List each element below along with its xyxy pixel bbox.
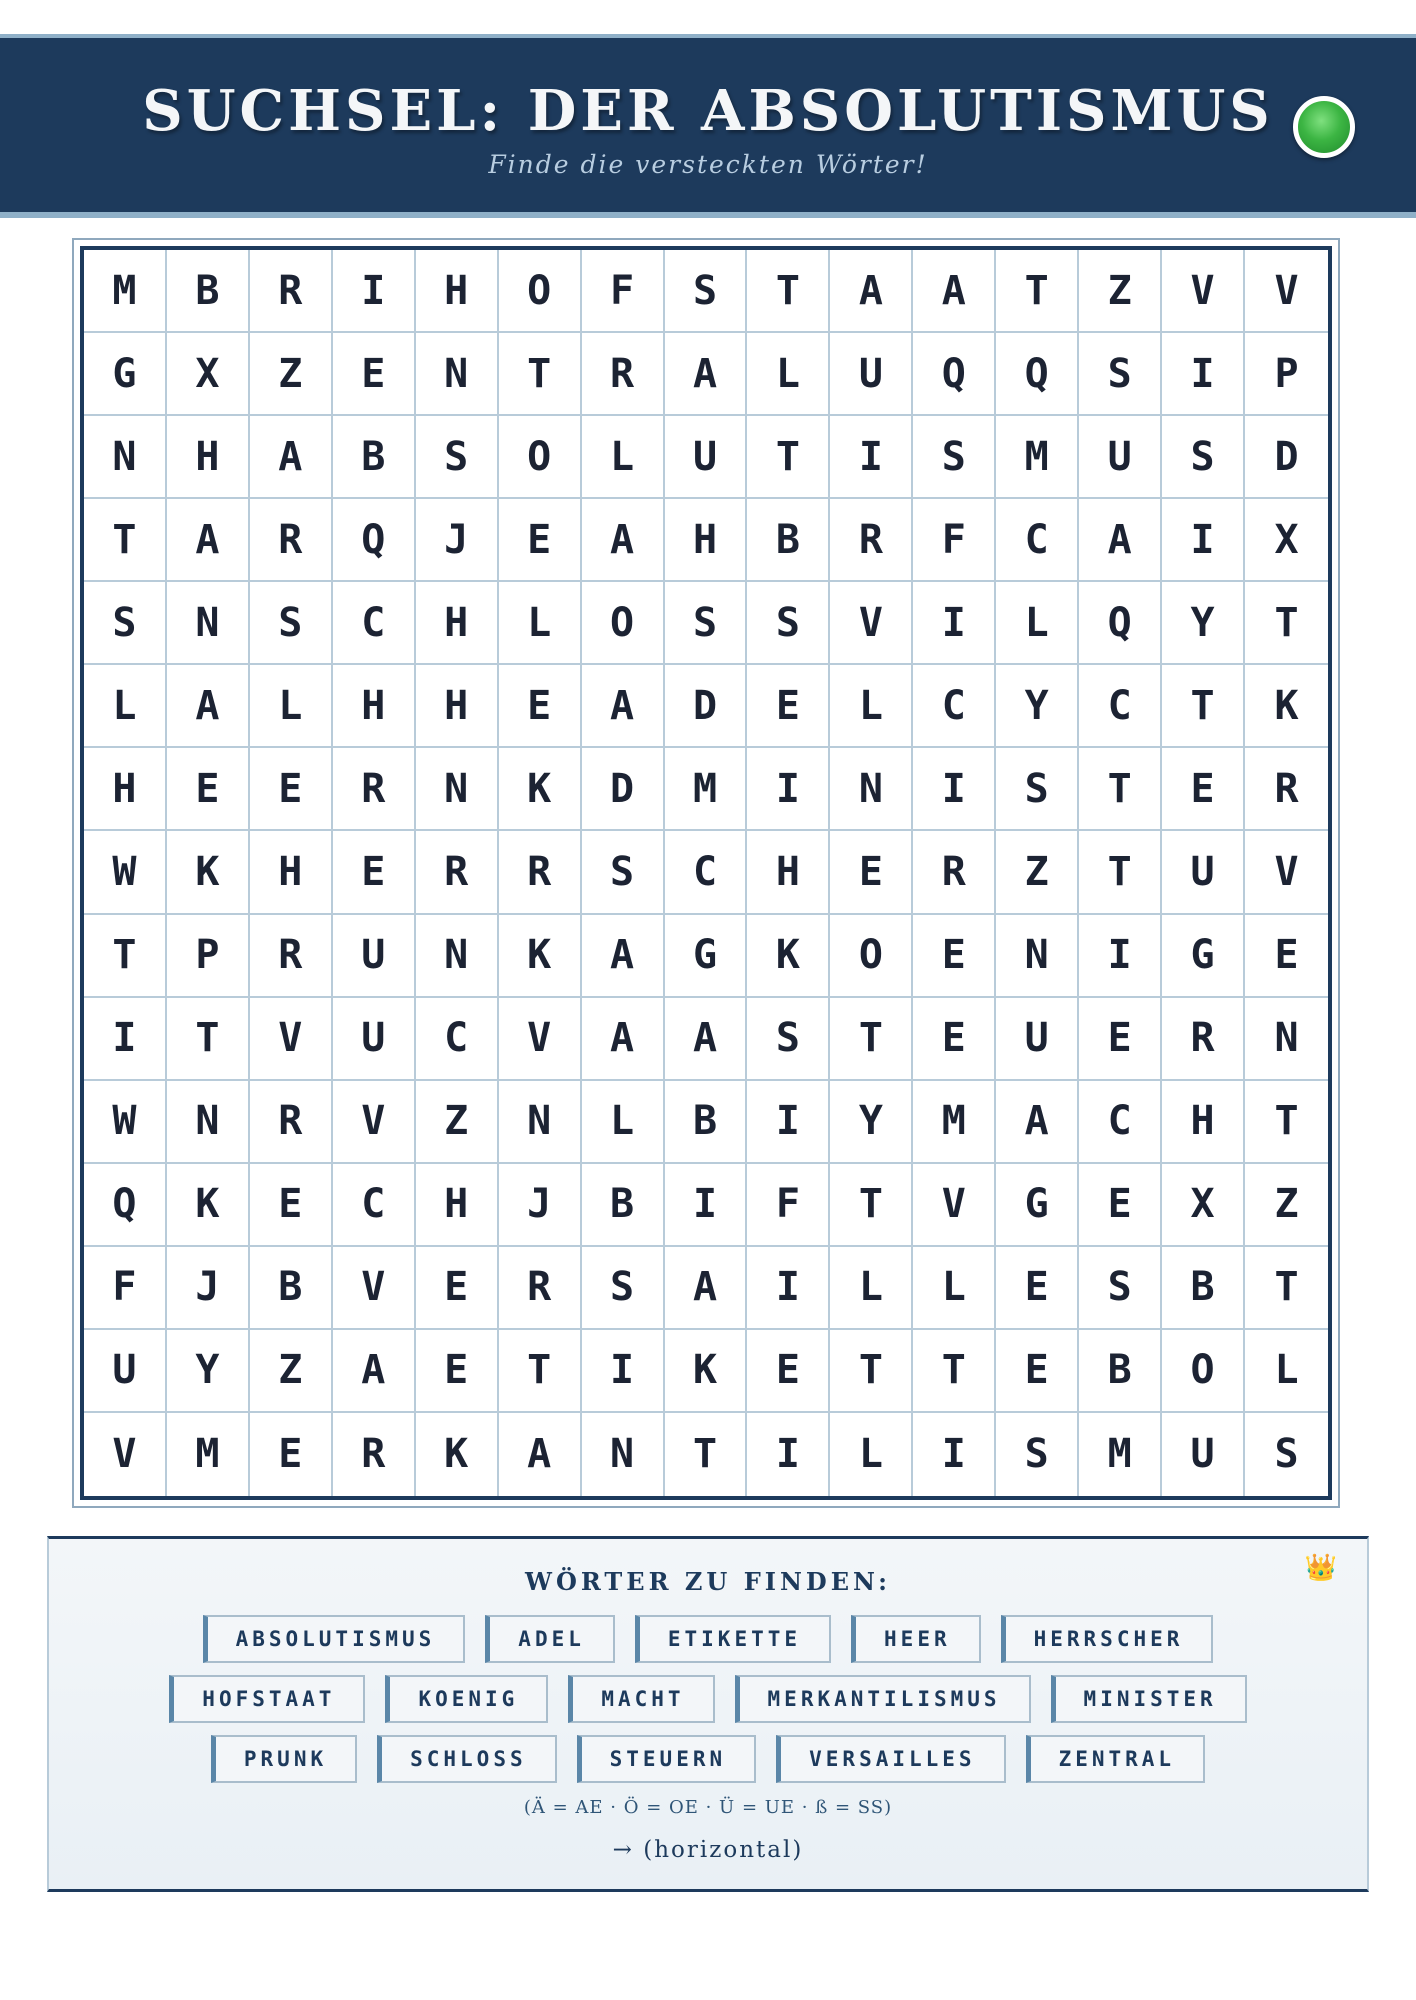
grid-cell[interactable]: Q xyxy=(913,333,996,416)
grid-cell[interactable]: A xyxy=(333,1330,416,1413)
grid-cell[interactable]: A xyxy=(1079,499,1162,582)
grid-cell[interactable]: E xyxy=(830,831,913,914)
grid-cell[interactable]: G xyxy=(996,1164,1079,1247)
grid-cell[interactable]: N xyxy=(84,416,167,499)
grid-cell[interactable]: Y xyxy=(167,1330,250,1413)
grid-cell[interactable]: R xyxy=(582,333,665,416)
grid-cell[interactable]: U xyxy=(333,915,416,998)
grid-cell[interactable]: S xyxy=(913,416,996,499)
word-chip: MINISTER xyxy=(1051,1675,1247,1723)
direction-hint: → (horizontal) xyxy=(612,1837,804,1863)
grid-cell[interactable]: Z xyxy=(1245,1164,1328,1247)
grid-cell[interactable]: T xyxy=(830,1164,913,1247)
grid-cell[interactable]: N xyxy=(416,915,499,998)
grid-cell[interactable]: G xyxy=(1162,915,1245,998)
grid-cell[interactable]: H xyxy=(250,831,333,914)
word-list-panel xyxy=(47,1536,1369,1892)
grid-cell[interactable]: W xyxy=(84,831,167,914)
grid-cell[interactable]: G xyxy=(665,915,748,998)
grid-cell[interactable]: S xyxy=(582,1247,665,1330)
grid-cell[interactable]: L xyxy=(499,582,582,665)
word-chip: HEER xyxy=(851,1615,981,1663)
grid-cell[interactable]: E xyxy=(333,831,416,914)
grid-cell[interactable]: A xyxy=(167,499,250,582)
grid-cell[interactable]: M xyxy=(665,748,748,831)
grid-cell[interactable]: G xyxy=(84,333,167,416)
grid-cell[interactable]: E xyxy=(747,1330,830,1413)
grid-cell[interactable]: I xyxy=(747,1247,830,1330)
grid-cell[interactable]: E xyxy=(499,499,582,582)
grid-cell[interactable]: M xyxy=(913,1081,996,1164)
grid-cell[interactable]: S xyxy=(582,831,665,914)
grid-cell[interactable]: J xyxy=(499,1164,582,1247)
grid-cell[interactable]: Q xyxy=(996,333,1079,416)
grid-cell[interactable]: R xyxy=(499,1247,582,1330)
grid-cell[interactable]: V xyxy=(1162,250,1245,333)
grid-cell[interactable]: V xyxy=(84,1413,167,1496)
grid-cell[interactable]: T xyxy=(830,1330,913,1413)
grid-cell[interactable]: N xyxy=(167,1081,250,1164)
grid-cell[interactable]: K xyxy=(499,915,582,998)
grid-cell[interactable]: B xyxy=(1162,1247,1245,1330)
grid-cell[interactable]: Q xyxy=(1079,582,1162,665)
grid-cell[interactable]: T xyxy=(747,250,830,333)
grid-cell[interactable]: H xyxy=(416,1164,499,1247)
grid-cell[interactable]: E xyxy=(1079,998,1162,1081)
grid-cell[interactable]: R xyxy=(250,915,333,998)
grid-cell[interactable]: L xyxy=(913,1247,996,1330)
grid-cell[interactable]: E xyxy=(996,1247,1079,1330)
grid-cell[interactable]: N xyxy=(1245,998,1328,1081)
grid-cell[interactable]: A xyxy=(167,665,250,748)
page-subtitle: Finde die versteckten Wörter! xyxy=(488,150,928,179)
grid-cell[interactable]: B xyxy=(582,1164,665,1247)
grid-cell[interactable]: I xyxy=(84,998,167,1081)
grid-cell[interactable]: M xyxy=(84,250,167,333)
grid-cell[interactable]: M xyxy=(167,1413,250,1496)
grid-cell[interactable]: Y xyxy=(996,665,1079,748)
grid-cell[interactable]: L xyxy=(996,582,1079,665)
grid-cell[interactable]: S xyxy=(747,998,830,1081)
grid-cell[interactable]: C xyxy=(996,499,1079,582)
grid-cell[interactable]: N xyxy=(830,748,913,831)
grid-cell[interactable]: T xyxy=(1079,831,1162,914)
word-chip: MERKANTILISMUS xyxy=(735,1675,1031,1723)
grid-cell[interactable]: L xyxy=(1245,1330,1328,1413)
grid-cell[interactable]: V xyxy=(913,1164,996,1247)
grid-cell[interactable]: X xyxy=(1162,1164,1245,1247)
grid-cell[interactable]: O xyxy=(499,250,582,333)
grid-cell[interactable]: N xyxy=(996,915,1079,998)
grid-cell[interactable]: O xyxy=(1162,1330,1245,1413)
umlaut-note: (Ä = AE · Ö = OE · Ü = UE · ß = SS) xyxy=(523,1797,893,1818)
grid-cell[interactable]: C xyxy=(1079,1081,1162,1164)
grid-cell[interactable]: P xyxy=(167,915,250,998)
word-chip: PRUNK xyxy=(211,1735,357,1783)
grid-cell[interactable]: L xyxy=(830,1413,913,1496)
word-chip: MACHT xyxy=(568,1675,714,1723)
grid-cell[interactable]: K xyxy=(1245,665,1328,748)
grid-cell[interactable]: T xyxy=(1245,1081,1328,1164)
grid-cell[interactable]: L xyxy=(747,333,830,416)
grid-cell[interactable]: A xyxy=(250,416,333,499)
grid-cell[interactable]: T xyxy=(167,998,250,1081)
grid-cell[interactable]: E xyxy=(499,665,582,748)
grid-cell[interactable]: E xyxy=(1162,748,1245,831)
header-banner xyxy=(0,34,1416,218)
grid-cell[interactable]: A xyxy=(665,1247,748,1330)
grid-cell[interactable]: A xyxy=(582,499,665,582)
word-chip: ABSOLUTISMUS xyxy=(203,1615,466,1663)
grid-cell[interactable]: I xyxy=(830,416,913,499)
grid-cell[interactable]: E xyxy=(996,1330,1079,1413)
grid-cell[interactable]: R xyxy=(830,499,913,582)
grid-cell[interactable]: V xyxy=(250,998,333,1081)
word-chip: ZENTRAL xyxy=(1026,1735,1206,1783)
grid-cell[interactable]: B xyxy=(747,499,830,582)
grid-cell[interactable]: J xyxy=(167,1247,250,1330)
grid-cell[interactable]: U xyxy=(1079,416,1162,499)
grid-cell[interactable]: I xyxy=(665,1164,748,1247)
grid-cell[interactable]: M xyxy=(1079,1413,1162,1496)
grid-cell[interactable]: N xyxy=(416,748,499,831)
grid-cell[interactable]: D xyxy=(1245,416,1328,499)
grid-cell[interactable]: R xyxy=(499,831,582,914)
grid-cell[interactable]: C xyxy=(913,665,996,748)
grid-cell[interactable]: K xyxy=(167,831,250,914)
word-chip: KOENIG xyxy=(385,1675,548,1723)
grid-cell[interactable]: R xyxy=(250,1081,333,1164)
grid-cell[interactable]: C xyxy=(416,998,499,1081)
grid-cell[interactable]: H xyxy=(333,665,416,748)
grid-cell[interactable]: E xyxy=(416,1247,499,1330)
grid-cell[interactable]: E xyxy=(250,1164,333,1247)
grid-cell[interactable]: N xyxy=(499,1081,582,1164)
grid-cell[interactable]: N xyxy=(416,333,499,416)
grid-cell[interactable]: U xyxy=(830,333,913,416)
grid-cell[interactable]: R xyxy=(913,831,996,914)
grid-cell[interactable]: E xyxy=(250,748,333,831)
grid-cell[interactable]: H xyxy=(84,748,167,831)
grid-cell[interactable]: Z xyxy=(416,1081,499,1164)
grid-cell[interactable]: W xyxy=(84,1081,167,1164)
grid-cell[interactable]: K xyxy=(416,1413,499,1496)
word-chip: VERSAILLES xyxy=(776,1735,1005,1783)
grid-cell[interactable]: I xyxy=(747,748,830,831)
grid-cell[interactable]: C xyxy=(333,1164,416,1247)
word-chip: STEUERN xyxy=(577,1735,757,1783)
grid-cell[interactable]: I xyxy=(1162,499,1245,582)
grid-cell[interactable]: N xyxy=(582,1413,665,1496)
grid-cell[interactable]: K xyxy=(747,915,830,998)
word-chip: ADEL xyxy=(485,1615,615,1663)
grid-cell[interactable]: U xyxy=(665,416,748,499)
grid-cell[interactable]: R xyxy=(333,748,416,831)
grid-cell[interactable]: T xyxy=(1079,748,1162,831)
grid-cell[interactable]: A xyxy=(582,915,665,998)
grid-cell[interactable]: H xyxy=(416,665,499,748)
grid-cell[interactable]: R xyxy=(250,499,333,582)
grid-cell[interactable]: T xyxy=(499,333,582,416)
grid-cell[interactable]: V xyxy=(333,1247,416,1330)
grid-cell[interactable]: U xyxy=(1162,831,1245,914)
grid-cell[interactable]: T xyxy=(1162,665,1245,748)
grid-cell[interactable]: B xyxy=(1079,1330,1162,1413)
grid-cell[interactable]: L xyxy=(582,1081,665,1164)
grid-cell[interactable]: B xyxy=(250,1247,333,1330)
grid-cell[interactable]: R xyxy=(250,250,333,333)
word-list-title: WÖRTER ZU FINDEN: xyxy=(525,1567,891,1596)
page-title: SUCHSEL: DER ABSOLUTISMUS xyxy=(142,78,1274,144)
grid-cell[interactable]: F xyxy=(913,499,996,582)
grid-cell[interactable]: S xyxy=(996,748,1079,831)
grid-cell[interactable]: H xyxy=(416,582,499,665)
grid-cell[interactable]: X xyxy=(167,333,250,416)
grid-cell[interactable]: R xyxy=(333,1413,416,1496)
grid-cell[interactable]: S xyxy=(84,582,167,665)
grid-cell[interactable]: N xyxy=(167,582,250,665)
status-dot-icon xyxy=(1293,96,1355,158)
grid-cell[interactable]: O xyxy=(830,915,913,998)
word-chip: HERRSCHER xyxy=(1001,1615,1214,1663)
letter-grid xyxy=(80,246,1332,1500)
grid-cell[interactable]: H xyxy=(416,250,499,333)
grid-cell[interactable]: A xyxy=(830,250,913,333)
grid-cell[interactable]: A xyxy=(913,250,996,333)
grid-cell[interactable]: J xyxy=(416,499,499,582)
grid-cell[interactable]: V xyxy=(830,582,913,665)
grid-cell[interactable]: E xyxy=(1245,915,1328,998)
grid-cell[interactable]: E xyxy=(913,915,996,998)
grid-cell[interactable]: E xyxy=(1079,1164,1162,1247)
word-chip: ETIKETTE xyxy=(635,1615,831,1663)
grid-cell[interactable]: T xyxy=(84,499,167,582)
grid-cell[interactable]: A xyxy=(582,998,665,1081)
grid-cell[interactable]: X xyxy=(1245,499,1328,582)
grid-cell[interactable]: F xyxy=(582,250,665,333)
grid-cell[interactable]: Z xyxy=(250,333,333,416)
grid-cell[interactable]: H xyxy=(1162,1081,1245,1164)
grid-cell[interactable]: A xyxy=(665,998,748,1081)
grid-cell[interactable]: F xyxy=(747,1164,830,1247)
grid-cell[interactable]: B xyxy=(167,250,250,333)
grid-cell[interactable]: L xyxy=(84,665,167,748)
grid-cell[interactable]: T xyxy=(996,250,1079,333)
grid-cell[interactable]: L xyxy=(582,416,665,499)
grid-cell[interactable]: S xyxy=(665,582,748,665)
grid-cell[interactable]: T xyxy=(747,416,830,499)
grid-cell[interactable]: S xyxy=(1079,1247,1162,1330)
grid-cell[interactable]: D xyxy=(665,665,748,748)
grid-cell[interactable]: I xyxy=(913,582,996,665)
grid-cell[interactable]: Y xyxy=(830,1081,913,1164)
grid-cell[interactable]: I xyxy=(1162,333,1245,416)
grid-cell[interactable]: K xyxy=(167,1164,250,1247)
grid-cell[interactable]: B xyxy=(333,416,416,499)
grid-cell[interactable]: C xyxy=(1079,665,1162,748)
grid-cell[interactable]: I xyxy=(1079,915,1162,998)
grid-cell[interactable]: V xyxy=(1245,250,1328,333)
word-row xyxy=(49,1615,1367,1663)
grid-cell[interactable]: R xyxy=(1162,998,1245,1081)
grid-cell[interactable]: U xyxy=(84,1330,167,1413)
grid-cell[interactable]: T xyxy=(499,1330,582,1413)
grid-cell[interactable]: I xyxy=(333,250,416,333)
grid-cell[interactable]: A xyxy=(665,333,748,416)
grid-cell[interactable]: F xyxy=(84,1247,167,1330)
grid-cell[interactable]: L xyxy=(830,665,913,748)
grid-cell[interactable]: M xyxy=(996,416,1079,499)
grid-cell[interactable]: T xyxy=(830,998,913,1081)
grid-cell[interactable]: E xyxy=(416,1330,499,1413)
grid-cell[interactable]: E xyxy=(250,1413,333,1496)
grid-cell[interactable]: T xyxy=(1245,1247,1328,1330)
grid-cell[interactable]: U xyxy=(996,998,1079,1081)
grid-cell[interactable]: R xyxy=(1245,748,1328,831)
grid-cell[interactable]: L xyxy=(830,1247,913,1330)
word-chip: SCHLOSS xyxy=(377,1735,557,1783)
grid-cell[interactable]: L xyxy=(250,665,333,748)
grid-cell[interactable]: Z xyxy=(996,831,1079,914)
grid-cell[interactable]: S xyxy=(747,582,830,665)
grid-cell[interactable]: I xyxy=(747,1413,830,1496)
grid-cell[interactable]: K xyxy=(499,748,582,831)
grid-cell[interactable]: U xyxy=(1162,1413,1245,1496)
grid-cell[interactable]: P xyxy=(1245,333,1328,416)
grid-cell[interactable]: O xyxy=(582,582,665,665)
grid-cell[interactable]: E xyxy=(167,748,250,831)
grid-cell[interactable]: Q xyxy=(84,1164,167,1247)
grid-cell[interactable]: E xyxy=(913,998,996,1081)
grid-cell[interactable]: Q xyxy=(333,499,416,582)
word-row xyxy=(49,1675,1367,1723)
grid-cell[interactable]: I xyxy=(747,1081,830,1164)
grid-cell[interactable]: H xyxy=(747,831,830,914)
grid-cell[interactable]: S xyxy=(416,416,499,499)
grid-cell[interactable]: D xyxy=(582,748,665,831)
grid-cell[interactable]: C xyxy=(333,582,416,665)
grid-cell[interactable]: H xyxy=(665,499,748,582)
grid-cell[interactable]: Z xyxy=(1079,250,1162,333)
grid-cell[interactable]: V xyxy=(499,998,582,1081)
grid-cell[interactable]: T xyxy=(913,1330,996,1413)
grid-cell[interactable]: E xyxy=(747,665,830,748)
grid-cell[interactable]: B xyxy=(665,1081,748,1164)
crown-icon: 👑 xyxy=(1304,1553,1337,1583)
grid-cell[interactable]: S xyxy=(1162,416,1245,499)
grid-cell[interactable]: V xyxy=(333,1081,416,1164)
grid-cell[interactable]: A xyxy=(582,665,665,748)
word-row xyxy=(49,1735,1367,1783)
grid-cell[interactable]: O xyxy=(499,416,582,499)
grid-cell[interactable]: I xyxy=(582,1330,665,1413)
grid-cell[interactable]: A xyxy=(499,1413,582,1496)
grid-cell[interactable]: I xyxy=(913,748,996,831)
grid-cell[interactable]: U xyxy=(333,998,416,1081)
grid-cell[interactable]: C xyxy=(665,831,748,914)
grid-cell[interactable]: E xyxy=(333,333,416,416)
puzzle-frame xyxy=(72,238,1340,1508)
grid-cell[interactable]: T xyxy=(84,915,167,998)
grid-cell[interactable]: H xyxy=(167,416,250,499)
grid-cell[interactable]: S xyxy=(1079,333,1162,416)
grid-cell[interactable]: S xyxy=(665,250,748,333)
grid-cell[interactable]: Z xyxy=(250,1330,333,1413)
grid-cell[interactable]: S xyxy=(996,1413,1079,1496)
grid-cell[interactable]: Y xyxy=(1162,582,1245,665)
grid-cell[interactable]: A xyxy=(996,1081,1079,1164)
grid-cell[interactable]: K xyxy=(665,1330,748,1413)
grid-cell[interactable]: S xyxy=(1274,1431,1299,1478)
grid-cell[interactable]: T xyxy=(665,1413,748,1496)
grid-cell[interactable]: I xyxy=(913,1413,996,1496)
grid-cell[interactable]: T xyxy=(1245,582,1328,665)
grid-cell[interactable]: R xyxy=(416,831,499,914)
grid-cell[interactable]: S xyxy=(250,582,333,665)
word-chip: HOFSTAAT xyxy=(169,1675,365,1723)
grid-cell[interactable]: V xyxy=(1245,831,1328,914)
